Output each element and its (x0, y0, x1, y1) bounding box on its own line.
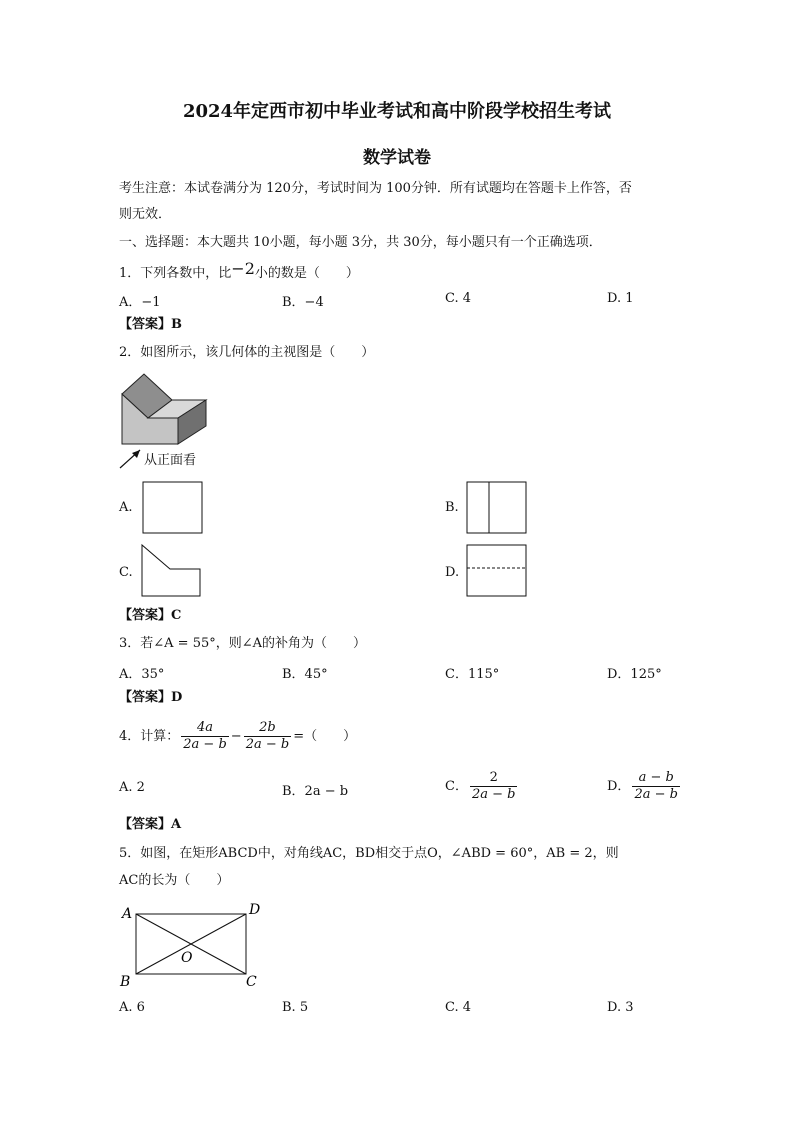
q3-stem: 3．若∠A = 55°，则∠A的补角为（ ） (119, 636, 367, 651)
q3-option-d: D．125° (607, 667, 662, 682)
exam-subtitle: 数学试卷 (363, 148, 431, 168)
q2-stem: 2．如图所示，该几何体的主视图是（ ） (119, 345, 375, 360)
q1-option-b: B．−4 (282, 295, 324, 310)
q4-option-d-den: 2a − b (634, 787, 678, 802)
q4-option-c-num: 2 (470, 770, 518, 787)
notice-line-2: 则无效． (119, 207, 172, 222)
q2-answer: 【答案】C (119, 608, 182, 623)
q2-option-c-label: C. (119, 565, 133, 580)
q4-option-b: B．2a − b (282, 784, 349, 799)
q2-option-d-figure (466, 544, 528, 598)
q4-fraction-2-den: 2a − b (245, 737, 290, 752)
q4-fraction-2 (244, 720, 292, 753)
vertex-b-label: B (120, 974, 131, 990)
q2-option-a-figure (142, 481, 204, 535)
q5-option-c: C. 4 (445, 1000, 472, 1015)
q4-option-c-label: C． (445, 779, 468, 794)
q4-minus: − (230, 729, 242, 744)
q4-fraction-1-num: 4a (181, 720, 229, 737)
q1-stem-a: 1．下列各数中，比 (119, 266, 232, 281)
q5-option-a: A. 6 (119, 1000, 145, 1015)
q3-answer: 【答案】D (119, 690, 183, 705)
section-heading: 一、选择题：本大题共 10小题，每小题 3分，共 30分，每小题只有一个正确选项． (119, 235, 602, 250)
q1-option-d: D. 1 (607, 291, 634, 306)
vertex-c-label: C (246, 974, 257, 990)
q4-option-a: A. 2 (119, 780, 145, 795)
q4-fraction-1-den: 2a − b (183, 737, 227, 752)
q4-option-d (607, 768, 682, 806)
vertex-a-label: A (122, 906, 133, 922)
q5-stem-line-2: AC的长为（ ） (119, 873, 230, 888)
q3-option-b: B．45° (282, 667, 328, 682)
q2-option-d-label: D. (445, 565, 460, 580)
q4-fraction-1 (181, 720, 229, 753)
q1-option-a: A．−1 (119, 295, 161, 310)
q1-stem-b: 小的数是（ ） (254, 266, 359, 281)
notice-line-1: 考生注意：本试卷满分为 120分，考试时间为 100分钟．所有试题均在答题卡上作答，否 (119, 181, 632, 196)
q4-option-d-fraction (632, 770, 680, 803)
q2-view-label: 从正面看 (144, 453, 197, 468)
q5-option-b: B. 5 (282, 1000, 309, 1015)
q4-option-c-den: 2a − b (471, 787, 516, 802)
q1-answer: 【答案】B (119, 317, 182, 332)
q1-stem-number: −2 (231, 259, 255, 278)
q4-answer: 【答案】A (119, 817, 182, 832)
q4-option-d-label: D． (607, 779, 631, 794)
q4-option-c-fraction (470, 770, 518, 803)
q4-stem-b: =（ ） (293, 729, 357, 744)
q4-fraction-2-num: 2b (244, 720, 292, 737)
vertex-d-label: D (249, 902, 261, 918)
q2-option-b-figure (466, 481, 528, 535)
exam-title: 2024年定西市初中毕业考试和高中阶段学校招生考试 (182, 101, 612, 122)
q3-option-c: C．115° (445, 667, 500, 682)
q2-option-c-figure (141, 544, 203, 598)
q1-stem (119, 259, 359, 283)
rectangle-figure (118, 900, 268, 992)
q3-option-a: A．35° (119, 667, 165, 682)
q2-option-a-label: A. (119, 500, 133, 515)
q4-stem (119, 718, 356, 756)
center-o-label: O (181, 950, 193, 966)
q4-stem-a: 4．计算： (119, 729, 180, 744)
q4-option-c (445, 768, 519, 806)
q5-stem-line-1: 5．如图，在矩形ABCD中，对角线AC，BD相交于点O，∠ABD = 60°，AB = 2，则 (119, 846, 619, 861)
q1-option-c: C. 4 (445, 291, 472, 306)
q2-option-b-label: B. (445, 500, 459, 515)
q4-option-d-num: a − b (632, 770, 680, 787)
q5-option-d: D. 3 (607, 1000, 634, 1015)
